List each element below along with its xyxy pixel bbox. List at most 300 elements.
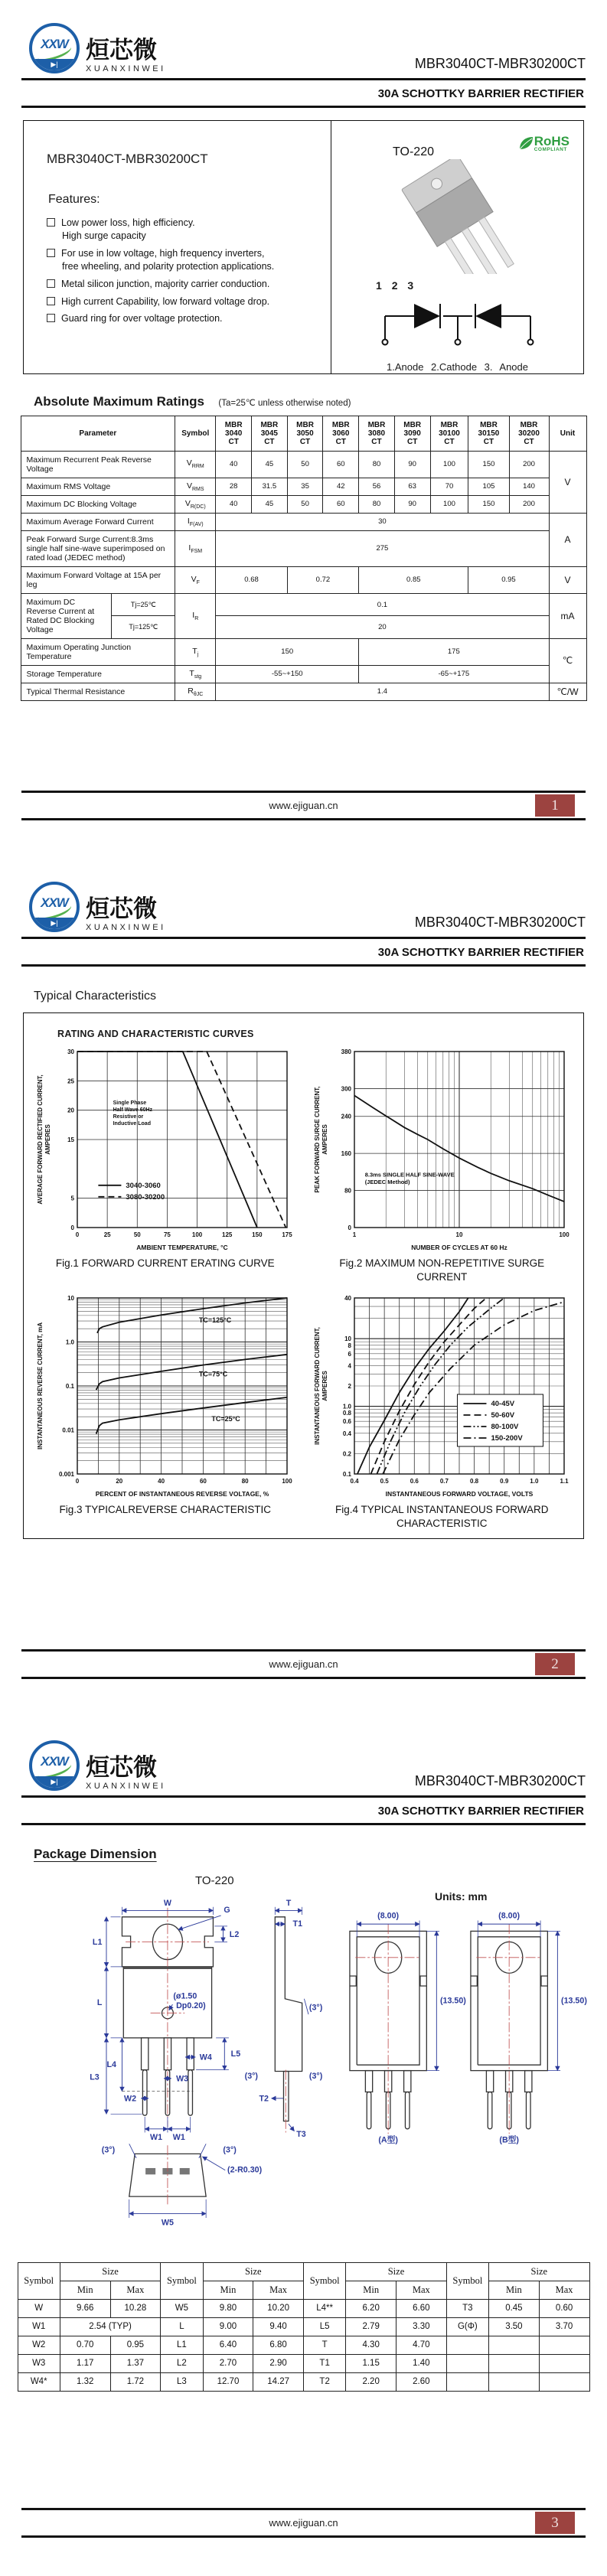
ratings-note: (Ta=25℃ unless otherwise noted) bbox=[218, 398, 351, 408]
svg-text:150-200V: 150-200V bbox=[491, 1433, 523, 1443]
footer-url: www.ejiguan.cn bbox=[269, 2517, 338, 2529]
logo-mark-icon bbox=[29, 23, 80, 73]
cell: 90 bbox=[394, 451, 430, 478]
cell: 0.60 bbox=[539, 2299, 589, 2317]
svg-text:AMPERES: AMPERES bbox=[321, 1371, 328, 1401]
page-number: 1 bbox=[535, 794, 575, 817]
cell: ℃ bbox=[549, 638, 586, 683]
svg-text:Dp0.20): Dp0.20) bbox=[176, 2000, 206, 2010]
cell: 0.95 bbox=[110, 2336, 161, 2354]
cell: 2.60 bbox=[397, 2372, 447, 2391]
ratings-table: Parameter Symbol MBR 3040 CT MBR 3045 CT MBR 3050 CT MBR 3060 CT MBR 3080 CT MBR 3090 CT MBR 30100 CT MBR 30150 CT MBR 30200 CT Unit Maximum Recurrent Peak Reverse Voltage $V_{RRM}$ 40 45 50 60 80 90 100 150 200 V Maximum RMS Voltage $V_{RMS}$ 28 31.5 35 42 56 63 70 105 140 Maximum DC Blocking Voltage $V_{R(DC)}$ 40 45 50 60 80 90 100 150 200 Maximum Average Forward Current $I_{F(AV)}$ 30 A Peak Forward Surge Current:8.3ms single half sine-wave superimposed on rated load (JEDEC method) $I_{FSM}$ 275 Maximum Forward Voltage at 15A per leg $V_F$ 0.68 0.72 0.85 0.95 V Maximum DC Reverse Current at Rated DC Blocking Voltage Tj=25℃ $I_R$ 0.1 mA Tj=125℃ 20 Maximum Operating Junction Temperature $T_j$ 150 175 ℃ Storage Temperature $T_{stg}$ -55~+150 -65~+175 Typical Thermal Resistance $R_{\theta JC}$ 1.4 ℃/W bbox=[21, 416, 587, 701]
table-row bbox=[21, 478, 586, 495]
svg-text:0: 0 bbox=[348, 1224, 351, 1231]
logo-chinese-name: 烜芯微 bbox=[86, 895, 157, 922]
cell: 9.40 bbox=[253, 2317, 304, 2336]
cell: 12.70 bbox=[203, 2372, 253, 2391]
logo-monogram: XXW bbox=[41, 895, 68, 910]
svg-text:L: L bbox=[96, 1997, 103, 2007]
cell: 140 bbox=[509, 478, 549, 495]
cell: 31.5 bbox=[252, 478, 288, 495]
header-rule-2 bbox=[21, 106, 586, 108]
table-row bbox=[21, 530, 586, 566]
checkbox-icon bbox=[47, 314, 55, 322]
cell: A bbox=[549, 513, 586, 566]
svg-text:0: 0 bbox=[76, 1477, 80, 1485]
cell: Tj=25℃ bbox=[112, 593, 175, 616]
svg-text:(3°): (3°) bbox=[101, 2145, 116, 2155]
svg-text:W2: W2 bbox=[124, 2094, 137, 2104]
cell: T2 bbox=[303, 2372, 345, 2391]
rohs-compliant-label: COMPLIANT bbox=[534, 146, 567, 152]
svg-text:0.01: 0.01 bbox=[62, 1427, 75, 1434]
logo-chinese-name: 烜芯微 bbox=[86, 1754, 157, 1781]
cell: 20 bbox=[216, 616, 549, 639]
feature-item: For use in low voltage, high frequency inverters, free wheeling, and polarity protection applications. bbox=[47, 248, 323, 273]
cell: 0.72 bbox=[287, 566, 358, 593]
cell: 6.80 bbox=[253, 2336, 304, 2354]
dual-diode-schematic bbox=[362, 295, 553, 354]
svg-text:160: 160 bbox=[341, 1149, 351, 1157]
cell: 175 bbox=[359, 638, 549, 665]
svg-text:30: 30 bbox=[67, 1048, 75, 1055]
svg-text:W5: W5 bbox=[161, 2217, 174, 2227]
cell: 60 bbox=[323, 451, 359, 478]
svg-text:Resistive or: Resistive or bbox=[113, 1114, 144, 1120]
cell bbox=[489, 2354, 540, 2372]
logo-latin-name: XUANXINWEI bbox=[86, 923, 166, 932]
logo-mark-icon bbox=[29, 1740, 80, 1791]
intro-box bbox=[23, 120, 584, 374]
cell: $V_F$ bbox=[175, 566, 216, 593]
cell: Maximum RMS Voltage bbox=[21, 478, 175, 495]
table-row bbox=[21, 513, 586, 530]
svg-text:100: 100 bbox=[559, 1231, 569, 1238]
svg-text:(13.50): (13.50) bbox=[561, 1995, 587, 2005]
cell: 200 bbox=[509, 451, 549, 478]
part-range: MBR3040CT-MBR30200CT bbox=[414, 56, 586, 71]
features-heading: Features: bbox=[48, 192, 100, 206]
cell: Tj=125℃ bbox=[112, 616, 175, 639]
cell: 70 bbox=[430, 478, 468, 495]
svg-text:80-100V: 80-100V bbox=[491, 1422, 519, 1431]
dimension-table bbox=[18, 2262, 590, 2392]
cell: ℃/W bbox=[549, 683, 586, 700]
fig4-caption: Fig.4 TYPICAL INSTANTANEOUS FORWARD CHARACTERISTIC bbox=[335, 1503, 549, 1530]
cell: 2.79 bbox=[346, 2317, 397, 2336]
feature-item: Low power loss, high efficiency. High surge capacity bbox=[47, 217, 323, 243]
cell bbox=[539, 2354, 589, 2372]
svg-text:Half Wave 60Hz: Half Wave 60Hz bbox=[113, 1107, 153, 1113]
rohs-badge bbox=[517, 135, 569, 153]
cell: 0.68 bbox=[216, 566, 287, 593]
table-row bbox=[21, 683, 586, 700]
svg-text:0.4: 0.4 bbox=[342, 1430, 351, 1437]
cell: $R_{\theta JC}$ bbox=[175, 683, 216, 700]
svg-text:0.7: 0.7 bbox=[439, 1477, 449, 1485]
cell: 2.90 bbox=[253, 2354, 304, 2372]
cell: 1.40 bbox=[397, 2354, 447, 2372]
cell: -55~+150 bbox=[216, 665, 359, 683]
svg-text:0.5: 0.5 bbox=[380, 1477, 389, 1485]
svg-text:1.0: 1.0 bbox=[66, 1339, 75, 1346]
cell: 4.30 bbox=[346, 2336, 397, 2354]
svg-text:10: 10 bbox=[344, 1335, 351, 1343]
cell: 50 bbox=[287, 495, 323, 513]
fig1-caption: Fig.1 FORWARD CURRENT ERATING CURVE bbox=[55, 1257, 275, 1269]
cell bbox=[489, 2372, 540, 2391]
cell: $T_{stg}$ bbox=[175, 665, 216, 683]
cell: 0.85 bbox=[359, 566, 468, 593]
svg-text:(B型): (B型) bbox=[499, 2134, 519, 2144]
svg-text:0.1: 0.1 bbox=[66, 1382, 75, 1390]
svg-text:0: 0 bbox=[76, 1231, 80, 1238]
cell: L2 bbox=[161, 2354, 203, 2372]
package-name: TO-220 bbox=[393, 145, 434, 158]
cell: Storage Temperature bbox=[21, 665, 175, 683]
units-label: Units: mm bbox=[435, 1890, 488, 1903]
svg-text:8.3ms SINGLE HALF SINE-WAVE: 8.3ms SINGLE HALF SINE-WAVE bbox=[364, 1170, 455, 1178]
cell: 150 bbox=[468, 495, 509, 513]
cell: 1.15 bbox=[346, 2354, 397, 2372]
cell: L3 bbox=[161, 2372, 203, 2391]
svg-text:1: 1 bbox=[352, 1231, 356, 1238]
cell: 6.60 bbox=[397, 2299, 447, 2317]
table-row: Min Max Min Max Min Max Min Max bbox=[18, 2281, 589, 2299]
page-header bbox=[21, 0, 586, 108]
svg-text:(8.00): (8.00) bbox=[498, 1911, 521, 1921]
cell: V bbox=[549, 566, 586, 593]
svg-text:(ø1.50: (ø1.50 bbox=[173, 1991, 197, 2001]
table-row bbox=[18, 2354, 589, 2372]
svg-text:T2: T2 bbox=[259, 2094, 269, 2104]
cell: 2.20 bbox=[346, 2372, 397, 2391]
cell: Maximum Forward Voltage at 15A per leg bbox=[21, 566, 175, 593]
table-row bbox=[18, 2372, 589, 2391]
svg-text:5: 5 bbox=[70, 1195, 75, 1202]
cell: 28 bbox=[216, 478, 252, 495]
svg-text:10: 10 bbox=[455, 1231, 463, 1238]
cell: W5 bbox=[161, 2299, 203, 2317]
svg-text:0.6: 0.6 bbox=[342, 1418, 351, 1426]
svg-text:50-60V: 50-60V bbox=[491, 1410, 514, 1420]
cell: W2 bbox=[18, 2336, 60, 2354]
page-1 bbox=[0, 0, 607, 859]
cell: 1.32 bbox=[60, 2372, 110, 2391]
cell: W3 bbox=[18, 2354, 60, 2372]
svg-text:40: 40 bbox=[158, 1477, 165, 1485]
page-number: 3 bbox=[535, 2512, 575, 2534]
svg-text:L1: L1 bbox=[92, 1937, 103, 1947]
table-row bbox=[21, 665, 586, 683]
cell: 3.30 bbox=[397, 2317, 447, 2336]
svg-text:PERCENT OF INSTANTANEOUS REVER: PERCENT OF INSTANTANEOUS REVERSE VOLTAGE, % bbox=[95, 1489, 269, 1498]
svg-text:(2-R0.30): (2-R0.30) bbox=[227, 2165, 263, 2175]
company-logo bbox=[29, 1740, 166, 1791]
table-row bbox=[21, 451, 586, 478]
cell bbox=[539, 2372, 589, 2391]
package-drawing bbox=[15, 1892, 592, 2252]
svg-text:2: 2 bbox=[348, 1382, 351, 1390]
svg-text:AMPERES: AMPERES bbox=[44, 1123, 52, 1155]
cell: 1.17 bbox=[60, 2354, 110, 2372]
svg-text:W3: W3 bbox=[176, 2074, 189, 2084]
cell: 0.1 bbox=[216, 593, 549, 616]
page-header bbox=[21, 1717, 586, 1825]
svg-text:TC=75°C: TC=75°C bbox=[199, 1370, 228, 1378]
cell: $I_{FSM}$ bbox=[175, 530, 216, 566]
cell: 50 bbox=[287, 451, 323, 478]
cell: W bbox=[18, 2299, 60, 2317]
svg-text:75: 75 bbox=[164, 1231, 171, 1238]
cell: L1 bbox=[161, 2336, 203, 2354]
cell: Maximum Recurrent Peak Reverse Voltage bbox=[21, 451, 175, 478]
cell: 9.66 bbox=[60, 2299, 110, 2317]
cell: 2.70 bbox=[203, 2354, 253, 2372]
curves-box-title: RATING AND CHARACTERISTIC CURVES bbox=[57, 1028, 254, 1039]
svg-text:6: 6 bbox=[348, 1350, 351, 1358]
cell: 9.00 bbox=[203, 2317, 253, 2336]
svg-text:AMPERES: AMPERES bbox=[321, 1123, 328, 1155]
intro-part-title: MBR3040CT-MBR30200CT bbox=[47, 151, 208, 166]
cell: Peak Forward Surge Current:8.3ms single half sine-wave superimposed on rated load (JEDEC method) bbox=[21, 530, 175, 566]
cell: 200 bbox=[509, 495, 549, 513]
svg-text:(8.00): (8.00) bbox=[377, 1911, 400, 1921]
cell: 4.70 bbox=[397, 2336, 447, 2354]
cell: 150 bbox=[468, 451, 509, 478]
cell: $V_{RRM}$ bbox=[175, 451, 216, 478]
feature-item: High current Capability, low forward voltage drop. bbox=[47, 296, 323, 308]
svg-text:0.9: 0.9 bbox=[499, 1477, 509, 1485]
cell bbox=[539, 2336, 589, 2354]
cell: 45 bbox=[252, 451, 288, 478]
table-row: Symbol Size Symbol Size Symbol Size Symbol Size bbox=[18, 2262, 589, 2281]
cell: 1.72 bbox=[110, 2372, 161, 2391]
footer-url: www.ejiguan.cn bbox=[269, 1658, 338, 1670]
svg-text:TC=125°C: TC=125°C bbox=[199, 1316, 232, 1325]
cell: 0.45 bbox=[489, 2299, 540, 2317]
checkbox-icon bbox=[47, 297, 55, 305]
fig1-chart bbox=[27, 1042, 304, 1284]
logo-monogram: XXW bbox=[41, 37, 68, 51]
cell: $V_{R(DC)}$ bbox=[175, 495, 216, 513]
cell: -65~+175 bbox=[359, 665, 549, 683]
company-logo bbox=[29, 882, 166, 932]
svg-text:3080-30200: 3080-30200 bbox=[126, 1192, 165, 1202]
svg-text:G: G bbox=[224, 1905, 230, 1915]
svg-text:175: 175 bbox=[282, 1231, 292, 1238]
package-dimension-title: Package Dimension bbox=[34, 1846, 157, 1861]
svg-text:240: 240 bbox=[341, 1113, 351, 1120]
logo-latin-name: XUANXINWEI bbox=[86, 1782, 166, 1791]
fig2-chart bbox=[304, 1042, 581, 1284]
svg-text:TC=25°C: TC=25°C bbox=[211, 1414, 240, 1423]
cell: 150 bbox=[216, 638, 359, 665]
cell: Typical Thermal Resistance bbox=[21, 683, 175, 700]
cell: 40 bbox=[216, 451, 252, 478]
cell: Maximum Operating Junction Temperature bbox=[21, 638, 175, 665]
svg-text:1.0: 1.0 bbox=[530, 1477, 539, 1485]
logo-monogram: XXW bbox=[41, 1754, 68, 1769]
to220-package-image bbox=[362, 159, 546, 274]
feature-item: Metal silicon junction, majority carrier conduction. bbox=[47, 279, 323, 291]
cell: W1 bbox=[18, 2317, 60, 2336]
svg-text:W: W bbox=[163, 1898, 171, 1908]
svg-text:(3°): (3°) bbox=[244, 2071, 259, 2081]
svg-text:10: 10 bbox=[67, 1294, 75, 1302]
features-list bbox=[47, 217, 323, 325]
cell: 80 bbox=[359, 495, 395, 513]
svg-text:(3°): (3°) bbox=[308, 2003, 323, 2013]
svg-text:0.6: 0.6 bbox=[410, 1477, 419, 1485]
table-row bbox=[21, 593, 586, 616]
cell: 100 bbox=[430, 451, 468, 478]
table-row bbox=[21, 566, 586, 593]
doc-subtitle: 30A SCHOTTKY BARRIER RECTIFIER bbox=[377, 1805, 584, 1818]
cell: 6.20 bbox=[346, 2299, 397, 2317]
svg-text:AMBIENT TEMPERATURE, °C: AMBIENT TEMPERATURE, °C bbox=[136, 1243, 228, 1251]
fig3-chart bbox=[27, 1289, 304, 1531]
svg-text:W1: W1 bbox=[172, 2132, 185, 2142]
svg-text:(13.50): (13.50) bbox=[439, 1995, 466, 2005]
cell: V bbox=[549, 451, 586, 513]
svg-text:300: 300 bbox=[341, 1084, 351, 1092]
table-row bbox=[21, 495, 586, 513]
cell: 40 bbox=[216, 495, 252, 513]
logo-diode-icon: ▶| bbox=[32, 1776, 77, 1788]
cell: T bbox=[303, 2336, 345, 2354]
cell: 1.37 bbox=[110, 2354, 161, 2372]
svg-text:0: 0 bbox=[70, 1224, 75, 1231]
cell: 100 bbox=[430, 495, 468, 513]
cell: 0.95 bbox=[468, 566, 549, 593]
svg-text:PEAK FORWARD SURGE CURRENT,: PEAK FORWARD SURGE CURRENT, bbox=[313, 1086, 321, 1192]
svg-text:NUMBER OF CYCLES AT 60 Hz: NUMBER OF CYCLES AT 60 Hz bbox=[410, 1243, 507, 1251]
cell: mA bbox=[549, 593, 586, 638]
cell: 0.70 bbox=[60, 2336, 110, 2354]
svg-text:AVERAGE FORWARD RECTIFIED CURR: AVERAGE FORWARD RECTIFIED CURRENT, bbox=[37, 1074, 44, 1205]
cell: 60 bbox=[323, 495, 359, 513]
svg-text:Single Phase: Single Phase bbox=[113, 1100, 147, 1106]
svg-text:4: 4 bbox=[348, 1362, 351, 1370]
fig2-caption: Fig.2 MAXIMUM NON-REPETITIVE SURGE CURRENT bbox=[339, 1257, 545, 1283]
cell bbox=[446, 2372, 488, 2391]
typical-characteristics-title: Typical Characteristics bbox=[34, 989, 157, 1003]
svg-text:L3: L3 bbox=[90, 2072, 100, 2082]
svg-text:40-45V: 40-45V bbox=[491, 1399, 514, 1408]
cell: 3.70 bbox=[539, 2317, 589, 2336]
feature-item: Guard ring for over voltage protection. bbox=[47, 313, 323, 325]
cell: T3 bbox=[446, 2299, 488, 2317]
checkbox-icon bbox=[47, 279, 55, 288]
checkbox-icon bbox=[47, 218, 55, 227]
page-footer bbox=[21, 1649, 586, 1679]
svg-text:0.001: 0.001 bbox=[59, 1470, 75, 1478]
cell: Maximum Average Forward Current bbox=[21, 513, 175, 530]
fig3-caption: Fig.3 TYPICALREVERSE CHARACTERISTIC bbox=[59, 1503, 272, 1515]
cell: Maximum DC Blocking Voltage bbox=[21, 495, 175, 513]
svg-text:0.8: 0.8 bbox=[469, 1477, 478, 1485]
cell: Maximum DC Reverse Current at Rated DC Blocking Voltage bbox=[21, 593, 112, 638]
cell: 1.4 bbox=[216, 683, 549, 700]
cell bbox=[446, 2354, 488, 2372]
svg-text:(A型): (A型) bbox=[378, 2134, 398, 2144]
page-header bbox=[21, 859, 586, 967]
svg-text:T1: T1 bbox=[292, 1919, 303, 1929]
svg-text:50: 50 bbox=[134, 1231, 141, 1238]
cell: L5 bbox=[303, 2317, 345, 2336]
logo-mark-icon bbox=[29, 882, 80, 932]
cell: T1 bbox=[303, 2354, 345, 2372]
cell: 90 bbox=[394, 495, 430, 513]
cell: $I_R$ bbox=[175, 593, 216, 638]
cell: 2.54 (TYP) bbox=[60, 2317, 160, 2336]
svg-text:L4: L4 bbox=[106, 2059, 117, 2069]
svg-text:150: 150 bbox=[252, 1231, 263, 1238]
table-row bbox=[21, 638, 586, 665]
cell: 105 bbox=[468, 478, 509, 495]
svg-text:1.1: 1.1 bbox=[560, 1477, 569, 1485]
curves-box bbox=[23, 1012, 584, 1540]
svg-text:(3°): (3°) bbox=[223, 2145, 237, 2155]
cell bbox=[489, 2336, 540, 2354]
svg-text:20: 20 bbox=[67, 1107, 75, 1114]
svg-text:0.8: 0.8 bbox=[342, 1410, 351, 1417]
table-row bbox=[18, 2336, 589, 2354]
cell: 14.27 bbox=[253, 2372, 304, 2391]
footer-url: www.ejiguan.cn bbox=[269, 800, 338, 811]
svg-text:100: 100 bbox=[192, 1231, 203, 1238]
cell: G(Φ) bbox=[446, 2317, 488, 2336]
logo-diode-icon: ▶| bbox=[32, 918, 77, 929]
cell: 42 bbox=[323, 478, 359, 495]
cell: $V_{RMS}$ bbox=[175, 478, 216, 495]
svg-text:INSTANTANEOUS REVERSE CURRENT,: INSTANTANEOUS REVERSE CURRENT, mA bbox=[37, 1322, 44, 1449]
page-footer bbox=[21, 2508, 586, 2538]
svg-text:25: 25 bbox=[67, 1077, 75, 1084]
table-row bbox=[18, 2317, 589, 2336]
svg-text:80: 80 bbox=[344, 1187, 351, 1195]
logo-chinese-name: 烜芯微 bbox=[86, 37, 157, 64]
svg-text:0.1: 0.1 bbox=[342, 1470, 351, 1478]
pinout-labels: 1.Anode 2.Cathode 3. Anode bbox=[387, 360, 528, 373]
svg-text:L2: L2 bbox=[229, 1929, 240, 1939]
svg-text:60: 60 bbox=[200, 1477, 207, 1485]
svg-text:W4: W4 bbox=[199, 2053, 212, 2062]
svg-text:380: 380 bbox=[341, 1048, 351, 1055]
svg-text:25: 25 bbox=[103, 1231, 111, 1238]
cell: 80 bbox=[359, 451, 395, 478]
svg-text:3040-3060: 3040-3060 bbox=[126, 1181, 162, 1190]
cell: 63 bbox=[394, 478, 430, 495]
cell: 10.28 bbox=[110, 2299, 161, 2317]
package-name: TO-220 bbox=[195, 1873, 234, 1887]
svg-text:80: 80 bbox=[241, 1477, 249, 1485]
doc-subtitle: 30A SCHOTTKY BARRIER RECTIFIER bbox=[377, 946, 584, 959]
svg-text:0.4: 0.4 bbox=[350, 1477, 359, 1485]
cell: $I_{F(AV)}$ bbox=[175, 513, 216, 530]
svg-text:15: 15 bbox=[67, 1136, 75, 1143]
page-3 bbox=[0, 1717, 607, 2576]
cell: 56 bbox=[359, 478, 395, 495]
cell: 30 bbox=[216, 513, 549, 530]
svg-text:T: T bbox=[286, 1898, 292, 1908]
logo-diode-icon: ▶| bbox=[32, 59, 77, 70]
doc-subtitle: 30A SCHOTTKY BARRIER RECTIFIER bbox=[377, 87, 584, 100]
cell: 6.40 bbox=[203, 2336, 253, 2354]
svg-text:Inductive Load: Inductive Load bbox=[113, 1120, 152, 1127]
svg-text:T3: T3 bbox=[296, 2129, 306, 2139]
